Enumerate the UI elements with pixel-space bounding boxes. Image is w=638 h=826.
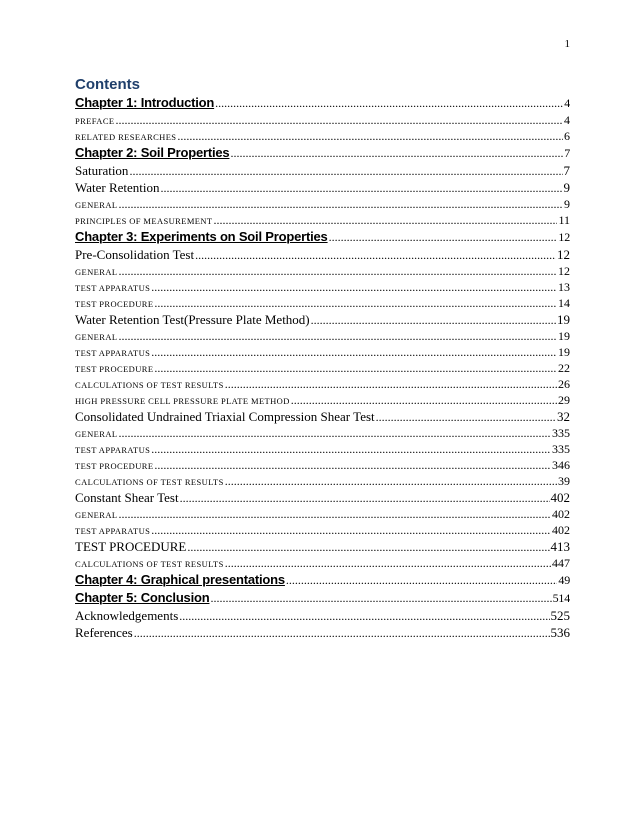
toc-dot-leader [154,361,557,376]
toc-entry-chapter[interactable] [75,229,570,247]
toc-entry-page-number[interactable]: 9 [563,180,570,195]
toc-dot-leader [151,523,551,538]
toc-entry-title[interactable]: Pre-Consolidation Test [75,247,195,262]
toc-entry-title[interactable]: PRINCIPLES OF MEASUREMENT [75,216,213,226]
toc-entry-page-number[interactable]: 7 [563,163,570,178]
toc-entry-title[interactable]: TEST APPARATUS [75,348,151,358]
toc-entry-title[interactable]: GENERAL [75,429,118,439]
toc-entry-title[interactable]: Water Retention [75,180,160,195]
toc-entry-section[interactable] [75,625,570,642]
toc-dot-leader [154,458,551,473]
toc-entry-title[interactable]: PREFACE [75,116,115,126]
toc-dot-leader [291,393,557,408]
toc-entry-sub[interactable] [75,329,570,345]
toc-entry-chapter[interactable] [75,572,570,590]
toc-dot-leader [230,146,563,161]
toc-dot-leader [118,197,563,212]
toc-entry-title[interactable]: CALCULATIONS OF TEST RESULTS [75,477,224,487]
toc-entry-sub[interactable] [75,426,570,442]
toc-entry-sub[interactable] [75,474,570,490]
toc-entry-sub[interactable] [75,113,570,129]
toc-dot-leader [214,213,558,228]
toc-entry-page-number[interactable]: 4 [564,96,570,110]
toc-entry-page-number[interactable]: 4 [564,113,570,127]
toc-entry-sub[interactable] [75,507,570,523]
toc-dot-leader [129,164,562,179]
toc-entry-page-number[interactable]: 49 [558,573,570,587]
toc-dot-leader [210,591,551,606]
toc-entry-section[interactable] [75,247,570,264]
toc-entry-title[interactable]: GENERAL [75,200,118,210]
toc-entry-title[interactable]: TEST PROCEDURE [75,461,154,471]
toc-entry-title[interactable]: Chapter 1: Introduction [75,95,215,110]
toc-dot-leader [215,96,563,111]
toc-entry-section[interactable] [75,180,570,197]
toc-entry-sub[interactable] [75,393,570,409]
toc-entry-page-number[interactable]: 447 [552,556,570,570]
toc-entry-section[interactable] [75,490,570,507]
toc-entry-title[interactable]: Consolidated Undrained Triaxial Compression Shear Test [75,409,375,424]
toc-entry-page-number[interactable]: 413 [550,539,570,554]
page-number: 1 [564,38,570,50]
toc-dot-leader [118,264,557,279]
toc-entry-title[interactable]: TEST APPARATUS [75,283,151,293]
toc-entry-page-number[interactable]: 29 [558,393,570,407]
toc-entry-title[interactable]: GENERAL [75,332,118,342]
toc-dot-leader [311,313,556,328]
toc-entry-title[interactable]: References [75,625,133,640]
toc-entry-title[interactable]: GENERAL [75,267,118,277]
toc-entry-page-number[interactable]: 22 [558,361,570,375]
toc-dot-leader [151,442,551,457]
toc-entry-title[interactable]: Chapter 2: Soil Properties [75,145,230,160]
toc-entry-page-number[interactable]: 19 [557,312,570,327]
toc-entry-title[interactable]: HIGH PRESSURE CELL PRESSURE PLATE METHOD [75,396,290,406]
toc-entry-page-number[interactable]: 346 [552,458,570,472]
toc-entry-page-number[interactable]: 402 [552,507,570,521]
toc-entry-page-number[interactable]: 335 [552,426,570,440]
toc-dot-leader [118,426,551,441]
toc-entry-page-number[interactable]: 6 [564,129,570,143]
toc-entry-sub[interactable] [75,442,570,458]
toc-dot-leader [151,345,557,360]
toc-entry-page-number[interactable]: 12 [557,247,570,262]
toc-entry-section[interactable] [75,539,570,556]
toc-entry-title[interactable]: Acknowledgements [75,608,179,623]
toc-dot-leader [177,129,563,144]
toc-dot-leader [286,573,557,588]
toc-entry-chapter[interactable] [75,590,570,608]
toc-dot-leader [161,181,563,196]
toc-entry-page-number[interactable]: 14 [558,296,570,310]
toc-entry-page-number[interactable]: 39 [558,474,570,488]
toc-entry-sub[interactable] [75,345,570,361]
toc-entry-page-number[interactable]: 335 [552,442,570,456]
toc-dot-leader [118,507,551,522]
toc-entry-title[interactable]: CALCULATIONS OF TEST RESULTS [75,380,224,390]
toc-dot-leader [376,410,556,425]
toc-dot-leader [225,556,551,571]
toc-entry-page-number[interactable]: 12 [558,264,570,278]
toc-entry-sub[interactable] [75,129,570,145]
toc-entry-page-number[interactable]: 7 [564,146,570,160]
toc-entry-page-number[interactable]: 514 [552,591,570,605]
toc-entry-page-number[interactable]: 402 [550,490,570,505]
toc-entry-sub[interactable] [75,213,570,229]
toc-entry-page-number[interactable]: 9 [564,197,570,211]
toc-entry-title[interactable]: TEST PROCEDURE [75,299,154,309]
toc-entry-page-number[interactable]: 19 [558,329,570,343]
toc-dot-leader [187,540,549,555]
toc-dot-leader [225,377,557,392]
toc-entry-page-number[interactable]: 12 [558,230,570,244]
toc-dot-leader [118,329,557,344]
toc-entry-section[interactable] [75,312,570,329]
toc-entry-title[interactable]: GENERAL [75,510,118,520]
toc-entry-section[interactable] [75,163,570,180]
toc-dot-leader [154,296,557,311]
toc-entry-chapter[interactable] [75,145,570,163]
toc-entry-title[interactable]: CALCULATIONS OF TEST RESULTS [75,559,224,569]
toc-dot-leader [180,491,550,506]
toc-entry-sub[interactable] [75,296,570,312]
toc-entry-title[interactable]: TEST PROCEDURE [75,539,187,554]
toc-entry-chapter[interactable] [75,95,570,113]
toc-entry-title[interactable]: Chapter 5: Conclusion [75,590,210,605]
toc-entry-page-number[interactable]: 536 [550,625,570,640]
toc-entry-sub[interactable] [75,377,570,393]
toc-entry-sub[interactable] [75,264,570,280]
toc-entry-section[interactable] [75,608,570,625]
toc-entry-title[interactable]: Chapter 4: Graphical presentations [75,572,285,587]
toc-entry-page-number[interactable]: 525 [550,608,570,623]
toc-dot-leader [134,626,550,641]
toc-entry-page-number[interactable]: 402 [552,523,570,537]
toc-dot-leader [195,248,556,263]
table-of-contents [75,95,570,642]
toc-entry-sub[interactable] [75,197,570,213]
toc-entry-page-number[interactable]: 11 [558,213,570,227]
toc-entry-sub[interactable] [75,361,570,377]
toc-entry-page-number[interactable]: 19 [558,345,570,359]
toc-entry-title[interactable]: RELATED RESEARCHES [75,132,177,142]
toc-entry-sub[interactable] [75,458,570,474]
toc-dot-leader [329,230,558,245]
toc-entry-sub[interactable] [75,280,570,296]
toc-entry-title[interactable]: Constant Shear Test [75,490,179,505]
toc-entry-page-number[interactable]: 13 [558,280,570,294]
toc-entry-sub[interactable] [75,523,570,539]
toc-dot-leader [179,609,549,624]
toc-entry-title[interactable]: Saturation [75,163,129,178]
toc-entry-page-number[interactable]: 26 [558,377,570,391]
toc-entry-title[interactable]: TEST PROCEDURE [75,364,154,374]
toc-entry-title[interactable]: Chapter 3: Experiments on Soil Properties [75,229,328,244]
toc-dot-leader [225,474,557,489]
toc-entry-title[interactable]: TEST APPARATUS [75,445,151,455]
toc-entry-section[interactable] [75,409,570,426]
toc-entry-sub[interactable] [75,556,570,572]
contents-heading: Contents [75,76,140,93]
toc-entry-page-number[interactable]: 32 [557,409,570,424]
toc-entry-title[interactable]: TEST APPARATUS [75,526,151,536]
toc-entry-title[interactable]: Water Retention Test(Pressure Plate Method) [75,312,310,327]
toc-dot-leader [116,113,564,128]
toc-dot-leader [151,280,557,295]
